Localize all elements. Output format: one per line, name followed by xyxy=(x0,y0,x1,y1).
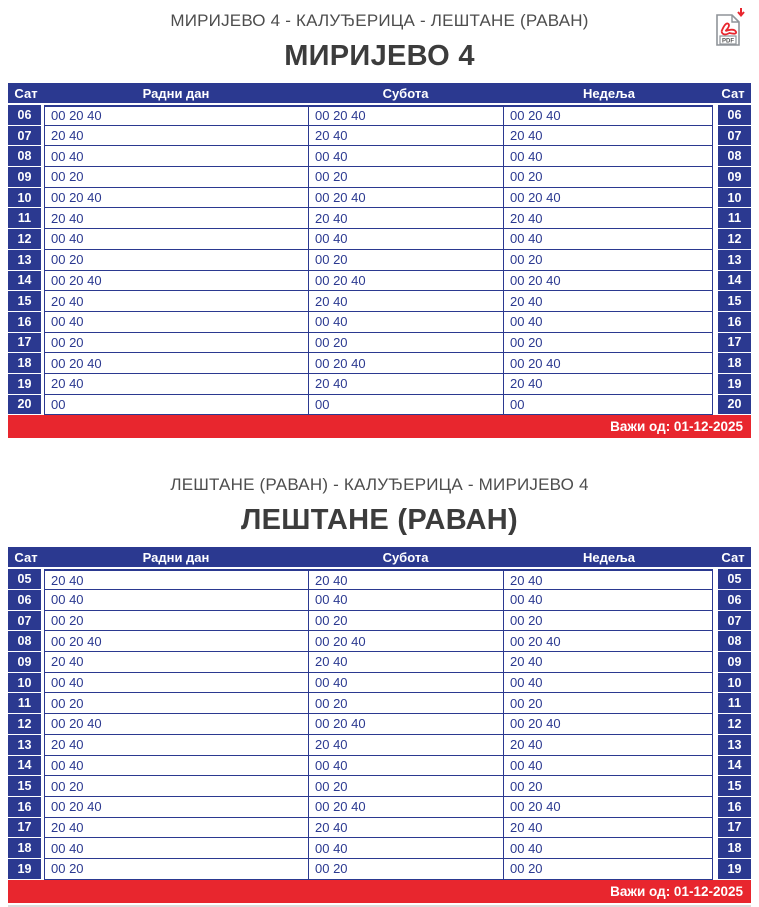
hour-cell: 14 xyxy=(718,271,751,291)
table-row xyxy=(8,859,751,880)
hour-cell: 06 xyxy=(8,590,41,610)
hour-cell: 06 xyxy=(718,590,751,610)
sunday-times: 00 40 xyxy=(503,756,713,777)
saturday-times: 00 40 xyxy=(308,229,503,250)
table-row xyxy=(8,611,751,632)
table-row xyxy=(8,776,751,797)
hour-cell: 17 xyxy=(718,818,751,838)
workday-times: 00 40 xyxy=(44,838,308,859)
hour-cell: 18 xyxy=(8,838,41,858)
sunday-times: 00 20 40 xyxy=(503,714,713,735)
terminal-title: МИРИЈЕВО 4 xyxy=(284,40,475,72)
table-row xyxy=(8,229,751,250)
timetable-board-mirijevo xyxy=(0,0,759,438)
workday-times: 00 20 40 xyxy=(44,105,308,126)
hour-cell: 15 xyxy=(8,776,41,796)
hour-cell: 07 xyxy=(8,611,41,631)
hour-cell: 05 xyxy=(718,569,751,589)
workday-times: 00 20 xyxy=(44,333,308,354)
table-row xyxy=(8,146,751,167)
sunday-times: 00 20 40 xyxy=(503,797,713,818)
table-row xyxy=(8,291,751,312)
hour-cell: 14 xyxy=(8,756,41,776)
sunday-times: 00 40 xyxy=(503,673,713,694)
workday-times: 00 20 xyxy=(44,859,308,880)
workday-times: 20 40 xyxy=(44,818,308,839)
workday-times: 00 20 xyxy=(44,776,308,797)
hour-cell: 05 xyxy=(8,569,41,589)
sunday-times: 00 20 xyxy=(503,333,713,354)
workday-times: 00 20 40 xyxy=(44,188,308,209)
hour-cell: 09 xyxy=(8,167,41,187)
saturday-times: 20 40 xyxy=(308,569,503,590)
hour-cell: 09 xyxy=(718,167,751,187)
table-row xyxy=(8,250,751,271)
workday-times: 20 40 xyxy=(44,374,308,395)
sunday-times: 20 40 xyxy=(503,126,713,147)
table-row xyxy=(8,631,751,652)
col-header-sunday: Недеља xyxy=(583,85,635,101)
workday-times: 00 20 40 xyxy=(44,271,308,292)
table-row xyxy=(8,797,751,818)
workday-times: 00 20 40 xyxy=(44,714,308,735)
hour-cell: 11 xyxy=(718,693,751,713)
sunday-times: 00 20 40 xyxy=(503,105,713,126)
hour-cell: 11 xyxy=(8,693,41,713)
hour-cell: 15 xyxy=(8,291,41,311)
hour-cell: 20 xyxy=(718,395,751,415)
timetable-rows xyxy=(8,569,751,879)
workday-times: 20 40 xyxy=(44,208,308,229)
col-header-sunday: Недеља xyxy=(583,549,635,565)
saturday-times: 20 40 xyxy=(308,208,503,229)
col-header-hour: Сат xyxy=(721,85,745,101)
workday-times: 20 40 xyxy=(44,735,308,756)
table-row xyxy=(8,693,751,714)
sunday-times: 00 20 xyxy=(503,167,713,188)
col-header-saturday: Субота xyxy=(382,85,429,101)
hour-cell: 11 xyxy=(8,208,41,228)
table-row xyxy=(8,126,751,147)
sunday-times: 00 20 40 xyxy=(503,271,713,292)
table-row xyxy=(8,374,751,395)
hour-cell: 16 xyxy=(8,312,41,332)
workday-times: 00 20 40 xyxy=(44,797,308,818)
saturday-times: 00 40 xyxy=(308,838,503,859)
hour-cell: 09 xyxy=(8,652,41,672)
saturday-times: 00 20 40 xyxy=(308,188,503,209)
sunday-times: 20 40 xyxy=(503,208,713,229)
valid-from-label: Важи од: 01-12-2025 xyxy=(610,419,743,435)
sunday-times: 00 40 xyxy=(503,838,713,859)
table-row xyxy=(8,167,751,188)
col-header-workday: Радни дан xyxy=(142,85,210,101)
workday-times: 00 20 xyxy=(44,250,308,271)
table-row xyxy=(8,735,751,756)
table-row xyxy=(8,312,751,333)
timetable xyxy=(8,547,751,879)
hour-cell: 18 xyxy=(8,353,41,373)
pdf-download-button[interactable] xyxy=(710,7,746,49)
hour-cell: 12 xyxy=(718,229,751,249)
sunday-times: 00 20 40 xyxy=(503,188,713,209)
workday-times: 20 40 xyxy=(44,126,308,147)
hour-cell: 06 xyxy=(8,105,41,125)
hour-cell: 16 xyxy=(718,312,751,332)
saturday-times: 00 20 40 xyxy=(308,271,503,292)
col-header-hour: Сат xyxy=(14,549,38,565)
table-row xyxy=(8,569,751,590)
saturday-times: 20 40 xyxy=(308,735,503,756)
col-header-hour: Сат xyxy=(14,85,38,101)
table-row xyxy=(8,838,751,859)
saturday-times: 20 40 xyxy=(308,818,503,839)
table-row xyxy=(8,714,751,735)
hour-cell: 16 xyxy=(718,797,751,817)
saturday-times: 00 40 xyxy=(308,756,503,777)
svg-text:PDF: PDF xyxy=(722,38,734,45)
hour-cell: 16 xyxy=(8,797,41,817)
workday-times: 00 40 xyxy=(44,312,308,333)
hour-cell: 19 xyxy=(8,859,41,879)
saturday-times: 00 20 40 xyxy=(308,631,503,652)
workday-times: 00 40 xyxy=(44,146,308,167)
sunday-times: 20 40 xyxy=(503,735,713,756)
hour-cell: 08 xyxy=(8,631,41,651)
hour-cell: 12 xyxy=(8,714,41,734)
hour-cell: 11 xyxy=(718,208,751,228)
hour-cell: 12 xyxy=(8,229,41,249)
sunday-times: 20 40 xyxy=(503,652,713,673)
hour-cell: 07 xyxy=(718,611,751,631)
sunday-times: 00 40 xyxy=(503,146,713,167)
hour-cell: 09 xyxy=(718,652,751,672)
saturday-times: 00 40 xyxy=(308,673,503,694)
hour-cell: 18 xyxy=(718,838,751,858)
table-row xyxy=(8,395,751,416)
valid-from-bar xyxy=(8,415,751,438)
valid-from-label: Важи од: 01-12-2025 xyxy=(610,883,743,899)
workday-times: 00 20 xyxy=(44,167,308,188)
timetable-board-lestane xyxy=(0,464,759,906)
route-header: ЛЕШТАНЕ (РАВАН) - КАЛУЂЕРИЦА - МИРИЈЕВО 4 xyxy=(170,475,589,495)
hour-cell: 17 xyxy=(8,818,41,838)
timetable xyxy=(8,83,751,415)
workday-times: 20 40 xyxy=(44,569,308,590)
timetable-header-row xyxy=(8,83,751,103)
hour-cell: 12 xyxy=(718,714,751,734)
saturday-times: 00 20 40 xyxy=(308,353,503,374)
hour-cell: 13 xyxy=(8,250,41,270)
sunday-times: 00 40 xyxy=(503,229,713,250)
sunday-times: 00 20 xyxy=(503,611,713,632)
hour-cell: 19 xyxy=(8,374,41,394)
hour-cell: 19 xyxy=(718,374,751,394)
timetable-header-row xyxy=(8,547,751,567)
hour-cell: 14 xyxy=(718,756,751,776)
workday-times: 00 20 xyxy=(44,693,308,714)
pdf-icon xyxy=(710,36,746,53)
hour-cell: 13 xyxy=(718,250,751,270)
hour-cell: 14 xyxy=(8,271,41,291)
hour-cell: 07 xyxy=(718,126,751,146)
hour-cell: 08 xyxy=(718,146,751,166)
terminal-title: ЛЕШТАНЕ (РАВАН) xyxy=(241,504,518,537)
hour-cell: 07 xyxy=(8,126,41,146)
route-header: МИРИЈЕВО 4 - КАЛУЂЕРИЦА - ЛЕШТАНЕ (РАВАН) xyxy=(170,11,589,30)
saturday-times: 00 20 xyxy=(308,333,503,354)
hour-cell: 15 xyxy=(718,776,751,796)
hour-cell: 10 xyxy=(718,188,751,208)
saturday-times: 00 20 40 xyxy=(308,714,503,735)
hour-cell: 10 xyxy=(718,673,751,693)
sunday-times: 00 xyxy=(503,395,713,416)
saturday-times: 00 20 xyxy=(308,250,503,271)
saturday-times: 00 20 xyxy=(308,859,503,880)
hour-cell: 10 xyxy=(8,673,41,693)
hour-cell: 08 xyxy=(718,631,751,651)
table-row xyxy=(8,271,751,292)
hour-cell: 10 xyxy=(8,188,41,208)
saturday-times: 00 20 40 xyxy=(308,797,503,818)
table-row xyxy=(8,333,751,354)
workday-times: 00 20 40 xyxy=(44,353,308,374)
sunday-times: 00 20 xyxy=(503,250,713,271)
saturday-times: 00 20 xyxy=(308,611,503,632)
workday-times: 20 40 xyxy=(44,291,308,312)
saturday-times: 00 20 40 xyxy=(308,105,503,126)
table-row xyxy=(8,590,751,611)
saturday-times: 00 20 xyxy=(308,776,503,797)
bottom-divider xyxy=(8,905,751,907)
workday-times: 00 40 xyxy=(44,756,308,777)
hour-cell: 17 xyxy=(8,333,41,353)
table-row xyxy=(8,673,751,694)
sunday-times: 00 20 40 xyxy=(503,353,713,374)
hour-cell: 17 xyxy=(718,333,751,353)
hour-cell: 08 xyxy=(8,146,41,166)
table-row xyxy=(8,756,751,777)
sunday-times: 20 40 xyxy=(503,818,713,839)
col-header-workday: Радни дан xyxy=(142,549,210,565)
workday-times: 00 40 xyxy=(44,229,308,250)
saturday-times: 20 40 xyxy=(308,652,503,673)
saturday-times: 00 20 xyxy=(308,693,503,714)
saturday-times: 00 20 xyxy=(308,167,503,188)
table-row xyxy=(8,818,751,839)
sunday-times: 00 20 xyxy=(503,693,713,714)
hour-cell: 20 xyxy=(8,395,41,415)
workday-times: 00 20 xyxy=(44,611,308,632)
col-header-saturday: Субота xyxy=(382,549,429,565)
hour-cell: 15 xyxy=(718,291,751,311)
table-row xyxy=(8,353,751,374)
hour-cell: 13 xyxy=(718,735,751,755)
table-row xyxy=(8,652,751,673)
valid-from-bar xyxy=(8,880,751,903)
workday-times: 00 40 xyxy=(44,673,308,694)
workday-times: 00 xyxy=(44,395,308,416)
sunday-times: 00 40 xyxy=(503,312,713,333)
hour-cell: 18 xyxy=(718,353,751,373)
workday-times: 20 40 xyxy=(44,652,308,673)
workday-times: 00 20 40 xyxy=(44,631,308,652)
hour-cell: 13 xyxy=(8,735,41,755)
saturday-times: 00 xyxy=(308,395,503,416)
workday-times: 00 40 xyxy=(44,590,308,611)
sunday-times: 00 20 xyxy=(503,859,713,880)
table-row xyxy=(8,188,751,209)
sunday-times: 20 40 xyxy=(503,291,713,312)
saturday-times: 00 40 xyxy=(308,590,503,611)
saturday-times: 00 40 xyxy=(308,312,503,333)
sunday-times: 20 40 xyxy=(503,374,713,395)
col-header-hour: Сат xyxy=(721,549,745,565)
timetable-rows xyxy=(8,105,751,415)
saturday-times: 20 40 xyxy=(308,291,503,312)
table-row xyxy=(8,208,751,229)
hour-cell: 19 xyxy=(718,859,751,879)
saturday-times: 20 40 xyxy=(308,126,503,147)
saturday-times: 00 40 xyxy=(308,146,503,167)
sunday-times: 00 20 xyxy=(503,776,713,797)
saturday-times: 20 40 xyxy=(308,374,503,395)
hour-cell: 06 xyxy=(718,105,751,125)
sunday-times: 00 20 40 xyxy=(503,631,713,652)
sunday-times: 00 40 xyxy=(503,590,713,611)
sunday-times: 20 40 xyxy=(503,569,713,590)
table-row xyxy=(8,105,751,126)
